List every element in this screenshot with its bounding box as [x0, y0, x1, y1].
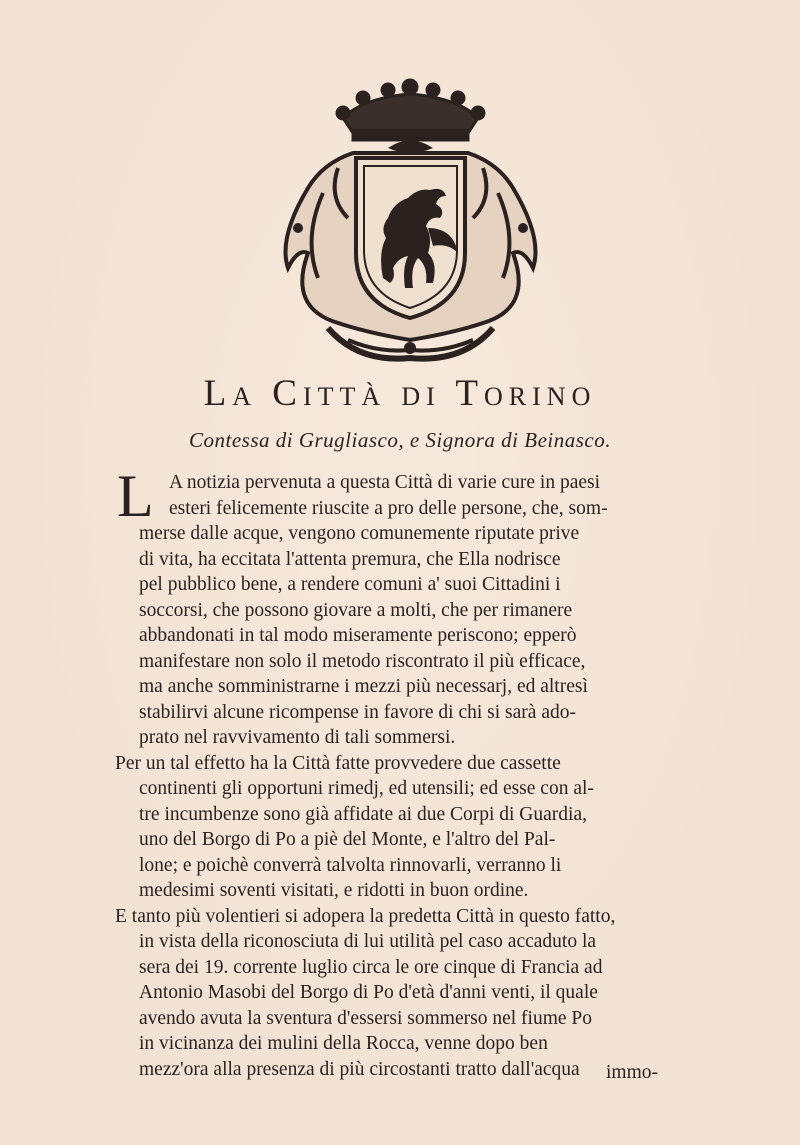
text-line: Antonio Masobi del Borgo di Po d'età d'anni venti, il quale — [139, 982, 598, 1003]
text-line: lone; e poichè converrà talvolta rinnovarli, verranno li — [139, 854, 562, 876]
text-line: pel pubblico bene, a rendere comuni a' suoi Cittadini i — [139, 574, 561, 595]
paragraph-1 — [115, 463, 705, 751]
text-line: avendo avuta la sventura d'essersi sommerso nel fiume Po — [139, 1007, 592, 1029]
text-line: medesimi soventi visitati, e ridotti in buon ordine. — [139, 880, 529, 901]
text-line: Per un tal effetto ha la Città fatte provvedere due cassette — [115, 752, 561, 774]
text-line: prato nel ravvivamento di tali sommersi. — [139, 727, 456, 748]
text-line: tre incumbenze sono già affidate ai due Corpi di Guardia, — [139, 803, 587, 825]
document-title: La Città di Torino — [203, 373, 597, 414]
text-line: abbandonati in tal modo miseramente periscono; epperò — [139, 625, 577, 646]
text-line: manifestare non solo il metodo riscontrato il più efficace, — [139, 650, 586, 672]
paragraph-3 — [115, 904, 705, 1083]
text-line: stabilirvi alcune ricompense in favore di chi si sarà ado- — [139, 701, 576, 723]
text-line: esteri felicemente riuscite a pro delle persone, che, som- — [169, 497, 608, 519]
text-line: in vicinanza dei mulini della Rocca, venne dopo ben — [139, 1033, 548, 1054]
text-line: mezz'ora alla presenza di più circostanti tratto dall'acqua — [139, 1058, 580, 1080]
text-line: di vita, ha eccitata l'attenta premura, che Ella nodrisce — [139, 548, 561, 570]
text-line: A notizia pervenuta a questa Città di varie cure in paesi — [169, 472, 601, 493]
text-line: in vista della riconosciuta di lui utilità pel caso accaduto la — [139, 931, 597, 952]
text-line: continenti gli opportuni rimedj, ed utensili; ed esse con al- — [139, 778, 594, 799]
text-line: ma anche somministrarne i mezzi più necessarj, ed altresì — [139, 676, 588, 697]
text-line: sera dei 19. corrente luglio circa le ore cinque di Francia ad — [139, 956, 603, 978]
document-body — [115, 463, 705, 1082]
text-line: E tanto più volentieri si adopera la predetta Città in questo fatto, — [115, 905, 616, 927]
catchword: immo- — [606, 1062, 658, 1083]
document-subtitle: Contessa di Grugliasco, e Signora di Beinasco. — [189, 428, 611, 452]
text-line: merse dalle acque, vengono comunemente riputate prive — [139, 523, 580, 544]
text-line: uno del Borgo di Po a piè del Monte, e l'altro del Pal- — [139, 829, 556, 850]
text-line: soccorsi, che possono giovare a molti, che per rimanere — [139, 599, 573, 621]
paragraph-2 — [115, 751, 705, 904]
drop-cap: L — [117, 463, 154, 529]
crown-icon — [337, 80, 484, 140]
coat-of-arms-emblem — [268, 78, 553, 368]
